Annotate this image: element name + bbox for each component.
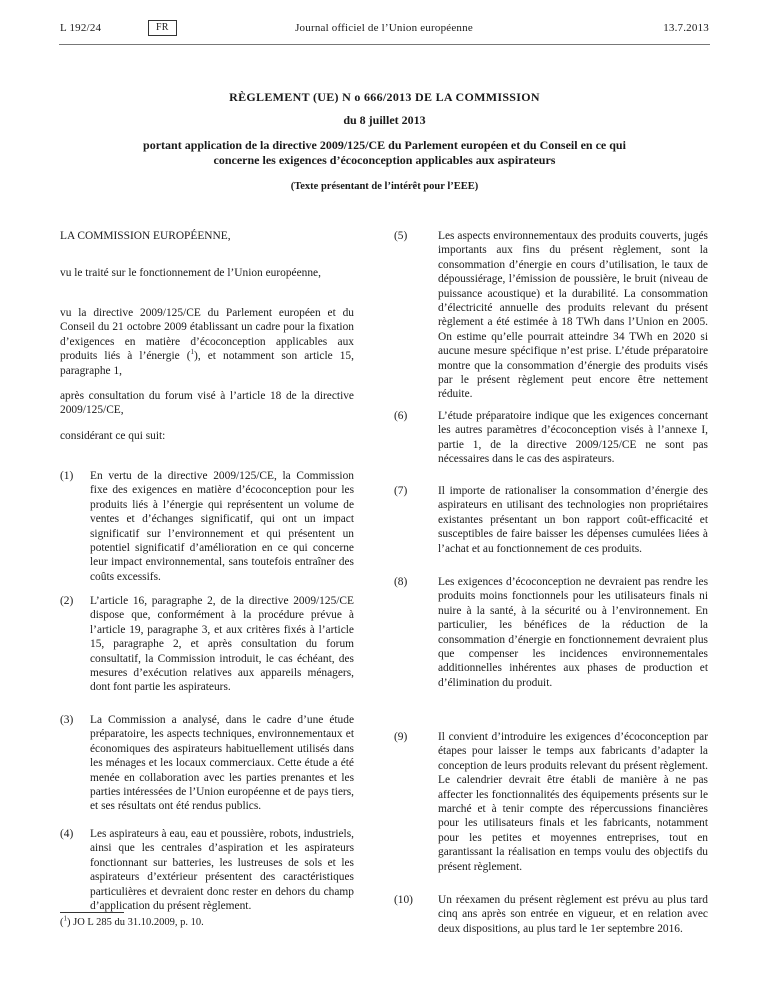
recital-number: (6) — [394, 410, 408, 422]
recital-text: L’étude préparatoire indique que les exigences concernant les autres paramètres d’écoconception visés à l’annexe I, partie 1, de la directive 2009/125/CE ne sont pas nécessaires dans le cas des aspirateurs. — [438, 410, 708, 466]
recital-number: (5) — [394, 230, 408, 242]
header-divider — [59, 44, 710, 45]
recital-number: (7) — [394, 485, 408, 497]
preamble-treaty: vu le traité sur le fonctionnement de l’Union européenne, — [60, 267, 321, 279]
journal-title: Journal officiel de l’Union européenne — [295, 22, 473, 34]
recital-text: Un réexamen du présent règlement est prévu au plus tard cinq ans après son entrée en vigueur, et en relation avec deux dispositions, au plus tard le 1er septembre 2016. — [438, 894, 708, 935]
recital-text: Les exigences d’écoconception ne devraient pas rendre les produits moins fonctionnels pour les utilisateurs finals ni nuire à la santé, à la sécurité ou à l’environnement. En particulier, les bénéfices de la réduction de la consommation d’énergie en fonctionnement devraient plus que compenser les incidences environnementales additionnelles inhérentes aux phases de production et d’élimination du produit. — [438, 576, 708, 689]
page-reference: L 192/24 — [60, 22, 102, 34]
preamble-commission: LA COMMISSION EUROPÉENNE, — [60, 230, 231, 242]
regulation-title-block — [59, 90, 710, 168]
recital-number: (10) — [394, 894, 413, 906]
regulation-subject-line-1: portant application de la directive 2009/125/CE du Parlement européen et du Conseil en ce qui — [143, 138, 626, 152]
language-badge: FR — [148, 20, 177, 36]
recital-number: (1) — [60, 470, 74, 482]
footnote-ref[interactable]: 1 — [190, 348, 195, 357]
preamble-directive-text-end: ), et notamment son article 15, paragraphe 1, — [60, 350, 354, 377]
preamble-forum: après consultation du forum visé à l’article 18 de la directive 2009/125/CE, — [60, 390, 354, 417]
footnote: ($^1$) JO L 285 du 31.10.2009, p. 10. — [60, 914, 204, 928]
eee-relevance-note: (Texte présentant de l’intérêt pour l’EEE) — [290, 181, 479, 192]
footnote-divider — [60, 912, 124, 913]
publication-date: 13.7.2013 — [663, 22, 709, 34]
recital-text: La Commission a analysé, dans le cadre d’une étude préparatoire, les aspects techniques, environnementaux et économiques des aspirateurs habituellement utilisés dans les ménages et les locaux commerciaux. Cette étude a été menée en collaboration avec les parties prenantes et les parties intéressées de l’Union européenne et de pays tiers, et ses résultats ont été rendus publics. — [90, 714, 354, 813]
preamble-directive — [60, 306, 354, 378]
regulation-title: RÈGLEMENT (UE) N o 666/2013 DE LA COMMISSION — [229, 90, 540, 104]
recital-text: Il importe de rationaliser la consommation d’énergie des aspirateurs en utilisant des technologies non propriétaires existantes présentant un bon rapport coût-efficacité et susceptibles de faire baisser les dépenses cumulées liées à l’achat et au fonctionnement de ces produits. — [438, 485, 708, 555]
regulation-subject — [59, 138, 710, 168]
recital-number: (9) — [394, 731, 408, 743]
footnote-text: ) JO L 285 du 31.10.2009, p. 10. — [67, 917, 204, 928]
recital-number: (3) — [60, 714, 74, 726]
recital-number: (4) — [60, 828, 74, 840]
preamble-directive-text: vu la directive 2009/125/CE du Parlement européen et du Conseil du 21 octobre 2009 établissant un cadre pour la fixation d’exigences en matière d’écoconception applicables aux produits liés à l’énergie ( — [60, 307, 354, 363]
recital-text: Les aspects environnementaux des produits couverts, jugés importants aux fins du présent règlement, sont la consommation d’énergie en cours d’utilisation, le taux de dépoussiérage, l’émission de poussière, le bruit (niveau de puissance acoustique) et la durabilité. La consommation d’électricité annuelle des produits relevant du présent règlement a été estimée à 18 TWh dans l’Union en 2005. On estime qu’elle pourrait atteindre 34 TWh en 2020 si aucune mesure spécifique n’est prise. L’étude préparatoire montre que la consommation d’énergie des produits visés par le présent règlement peut encore être nettement réduite. — [438, 230, 708, 401]
recital-text: En vertu de la directive 2009/125/CE, la Commission fixe des exigences en matière d’écoconception pour les produits liés à l’énergie qui représentent un volume de ventes et d’échanges significatif, qui ont un impact significatif sur l’environnement et qui présentent un potentiel significatif d’amélioration en ce qui concerne leur impact environnemental, sans toutefois entraîner des coûts excessifs. — [90, 470, 354, 583]
preamble-whereas: considérant ce qui suit: — [60, 430, 166, 442]
regulation-date: du 8 juillet 2013 — [343, 113, 426, 127]
regulation-subject-line-2: concerne les exigences d’écoconception applicables aux aspirateurs — [213, 153, 556, 167]
recital-text: Il convient d’introduire les exigences d’écoconception par étapes pour laisser le temps aux fabricants d’adapter la conception de leurs produits relevant du présent règlement. Le calendrier devrait être établi de manière à ne pas affecter les fonctionnalités des équipements présents sur le marché et à tenir compte des répercussions financières pour les utilisateurs finals et les fabricants, notamment pour les petites et moyennes entreprises, tout en garantissant la réalisation en temps voulu des objectifs du présent règlement. — [438, 731, 708, 873]
recital-text: L’article 16, paragraphe 2, de la directive 2009/125/CE dispose que, conformément à la procédure prévue à l’article 19, paragraphe 3, et aux critères fixés à l’article 15, paragraphe 2, et après consultation du forum consultatif, la Commission introduit, le cas échéant, des mesures d’exécution relatives aux appareils ménagers, dont font partie les aspirateurs. — [90, 595, 354, 694]
recital-text: Les aspirateurs à eau, eau et poussière, robots, industriels, ainsi que les centrales d’aspiration et les aspirateurs fonctionnant sur batteries, les lustreuses de sols et les aspirateurs d’extérieur présentent des caractéristiques particulières et devraient donc rester en dehors du champ d’application du présent règlement. — [90, 828, 354, 913]
recital-number: (2) — [60, 595, 74, 607]
footnote-number: 1 — [63, 914, 67, 923]
recital-number: (8) — [394, 576, 408, 588]
